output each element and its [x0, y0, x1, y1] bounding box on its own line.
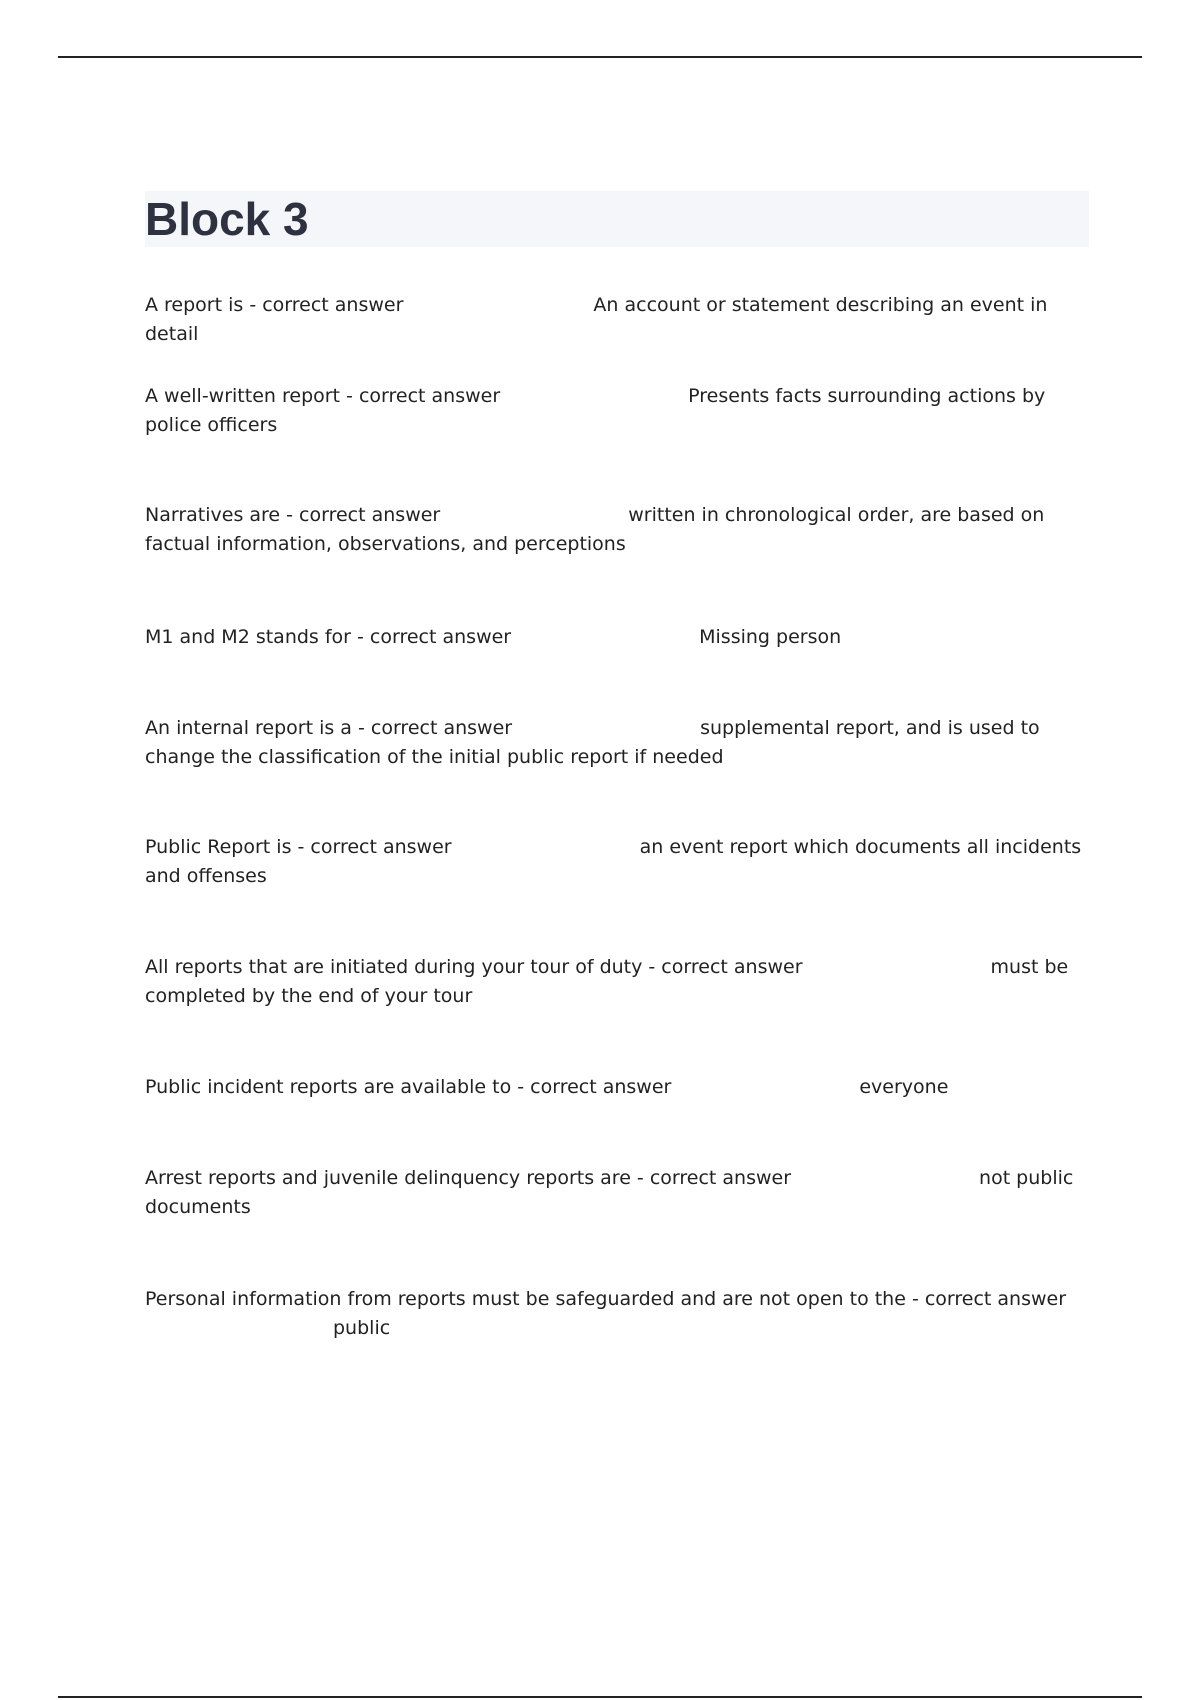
- flashcard: [145, 1285, 1095, 1342]
- flashcard-definition: must be completed by the end of your tour: [145, 956, 1069, 1007]
- flashcard-term: Arrest reports and juvenile delinquency reports are - correct answer: [145, 1167, 792, 1189]
- flashcard: [145, 623, 1095, 652]
- flashcard-definition: Missing person: [699, 626, 842, 648]
- flashcard: [145, 501, 1095, 558]
- flashcard-term: Narratives are - correct answer: [145, 504, 441, 526]
- flashcard-term: M1 and M2 stands for - correct answer: [145, 626, 512, 648]
- flashcard: [145, 833, 1095, 890]
- top-rule: [58, 56, 1142, 58]
- flashcard-definition: written in chronological order, are based on factual information, observations, and perceptions: [145, 504, 1045, 555]
- flashcard: [145, 1164, 1095, 1221]
- flashcard-definition: an event report which documents all incidents and offenses: [145, 836, 1082, 887]
- flashcard-term: A well-written report - correct answer: [145, 385, 501, 407]
- flashcard-term: Personal information from reports must be safeguarded and are not open to the - correct answer: [145, 1288, 1067, 1310]
- flashcard-definition: not public documents: [145, 1167, 1074, 1218]
- page-title: Block 3: [145, 193, 309, 245]
- flashcard-term: Public incident reports are available to - correct answer: [145, 1076, 672, 1098]
- flashcard: [145, 714, 1095, 771]
- flashcard-term: All reports that are initiated during your tour of duty - correct answer: [145, 956, 803, 978]
- bottom-rule: [58, 1696, 1142, 1698]
- flashcard-term: An internal report is a - correct answer: [145, 717, 513, 739]
- flashcard: [145, 953, 1095, 1010]
- flashcard-definition: everyone: [859, 1076, 949, 1098]
- flashcard-definition: An account or statement describing an event in detail: [145, 294, 1048, 345]
- flashcard-definition: public: [333, 1316, 391, 1339]
- flashcard-definition: Presents facts surrounding actions by police officers: [145, 385, 1046, 436]
- title-band: [145, 191, 1089, 247]
- flashcard: [145, 1073, 1095, 1102]
- flashcard-term: A report is - correct answer: [145, 294, 404, 316]
- flashcard: [145, 382, 1095, 439]
- flashcard: [145, 291, 1095, 348]
- flashcard-definition: supplemental report, and is used to change the classification of the initial public report if needed: [145, 717, 1040, 768]
- flashcard-term: Public Report is - correct answer: [145, 836, 452, 858]
